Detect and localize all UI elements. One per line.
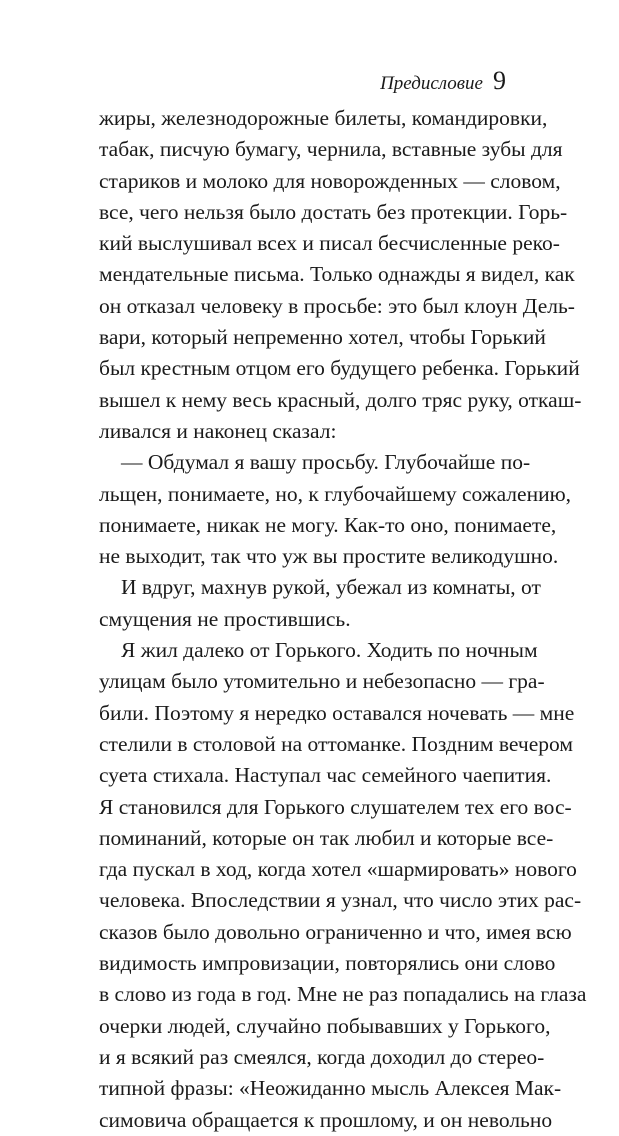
running-head bbox=[380, 66, 506, 96]
text-line: в слово из года в год. Мне не раз попадались на глаза bbox=[99, 982, 587, 1007]
text-line: поминаний, которые он так любил и которые все- bbox=[99, 825, 554, 850]
text-line: симовича обращается к прошлому, и он невольно bbox=[99, 1107, 553, 1132]
text-line: видимость импровизации, повторялись они слово bbox=[99, 951, 556, 976]
text-line: все, чего нельзя было достать без протекции. Горь- bbox=[99, 199, 568, 224]
text-line: улицам было утомительно и небезопасно — гра- bbox=[99, 669, 545, 694]
page-number: 9 bbox=[493, 66, 506, 95]
text-line: вари, который непременно хотел, чтобы Горький bbox=[99, 325, 546, 350]
text-line: — Обдумал я вашу просьбу. Глубочайше по- bbox=[121, 450, 531, 475]
text-line: стариков и молоко для новорожденных — словом, bbox=[99, 168, 561, 193]
text-line: очерки людей, случайно побывавших у Горького, bbox=[99, 1013, 551, 1038]
text-line: били. Поэтому я нередко оставался ночевать — мне bbox=[99, 700, 575, 725]
text-line: льщен, понимаете, но, к глубочайшему сожалению, bbox=[99, 481, 572, 506]
running-head-title: Предисловие bbox=[380, 73, 483, 94]
text-line: Я жил далеко от Горького. Ходить по ночным bbox=[121, 638, 538, 663]
text-line: гда пускал в ход, когда хотел «шармировать» нового bbox=[99, 857, 577, 882]
text-line: смущения не простившись. bbox=[99, 606, 351, 631]
text-line: вышел к нему весь красный, долго тряс руку, откаш- bbox=[99, 387, 582, 412]
text-line: кий выслушивал всех и писал бесчисленные реко- bbox=[99, 231, 560, 256]
text-line: мендательные письма. Только однажды я видел, как bbox=[99, 262, 575, 287]
body-text bbox=[99, 103, 587, 1136]
text-line: суета стихала. Наступал час семейного чаепития. bbox=[99, 763, 552, 788]
text-line: жиры, железнодорожные билеты, командировки, bbox=[99, 106, 548, 130]
text-line: человека. Впоследствии я узнал, что число этих рас- bbox=[99, 888, 582, 913]
text-line: стелили в столовой на оттоманке. Поздним вечером bbox=[99, 731, 573, 756]
text-line: Я становился для Горького слушателем тех его вос- bbox=[99, 794, 572, 819]
text-line: типной фразы: «Неожиданно мысль Алексея Мак- bbox=[99, 1076, 562, 1101]
text-line: табак, писчую бумагу, чернила, вставные зубы для bbox=[99, 137, 563, 162]
text-line: понимаете, никак не могу. Как-то оно, понимаете, bbox=[99, 512, 557, 537]
text-line: был крестным отцом его будущего ребенка. Горький bbox=[99, 356, 580, 381]
text-line: он отказал человеку в просьбе: это был клоун Дель- bbox=[99, 293, 575, 318]
text-line: сказов было довольно ограниченно и что, имея всю bbox=[99, 919, 572, 944]
text-line: И вдруг, махнув рукой, убежал из комнаты, от bbox=[121, 575, 541, 600]
text-line: ливался и наконец сказал: bbox=[99, 418, 337, 443]
text-line: и я всякий раз смеялся, когда доходил до стерео- bbox=[99, 1044, 545, 1069]
text-line: не выходит, так что уж вы простите великодушно. bbox=[99, 544, 559, 569]
